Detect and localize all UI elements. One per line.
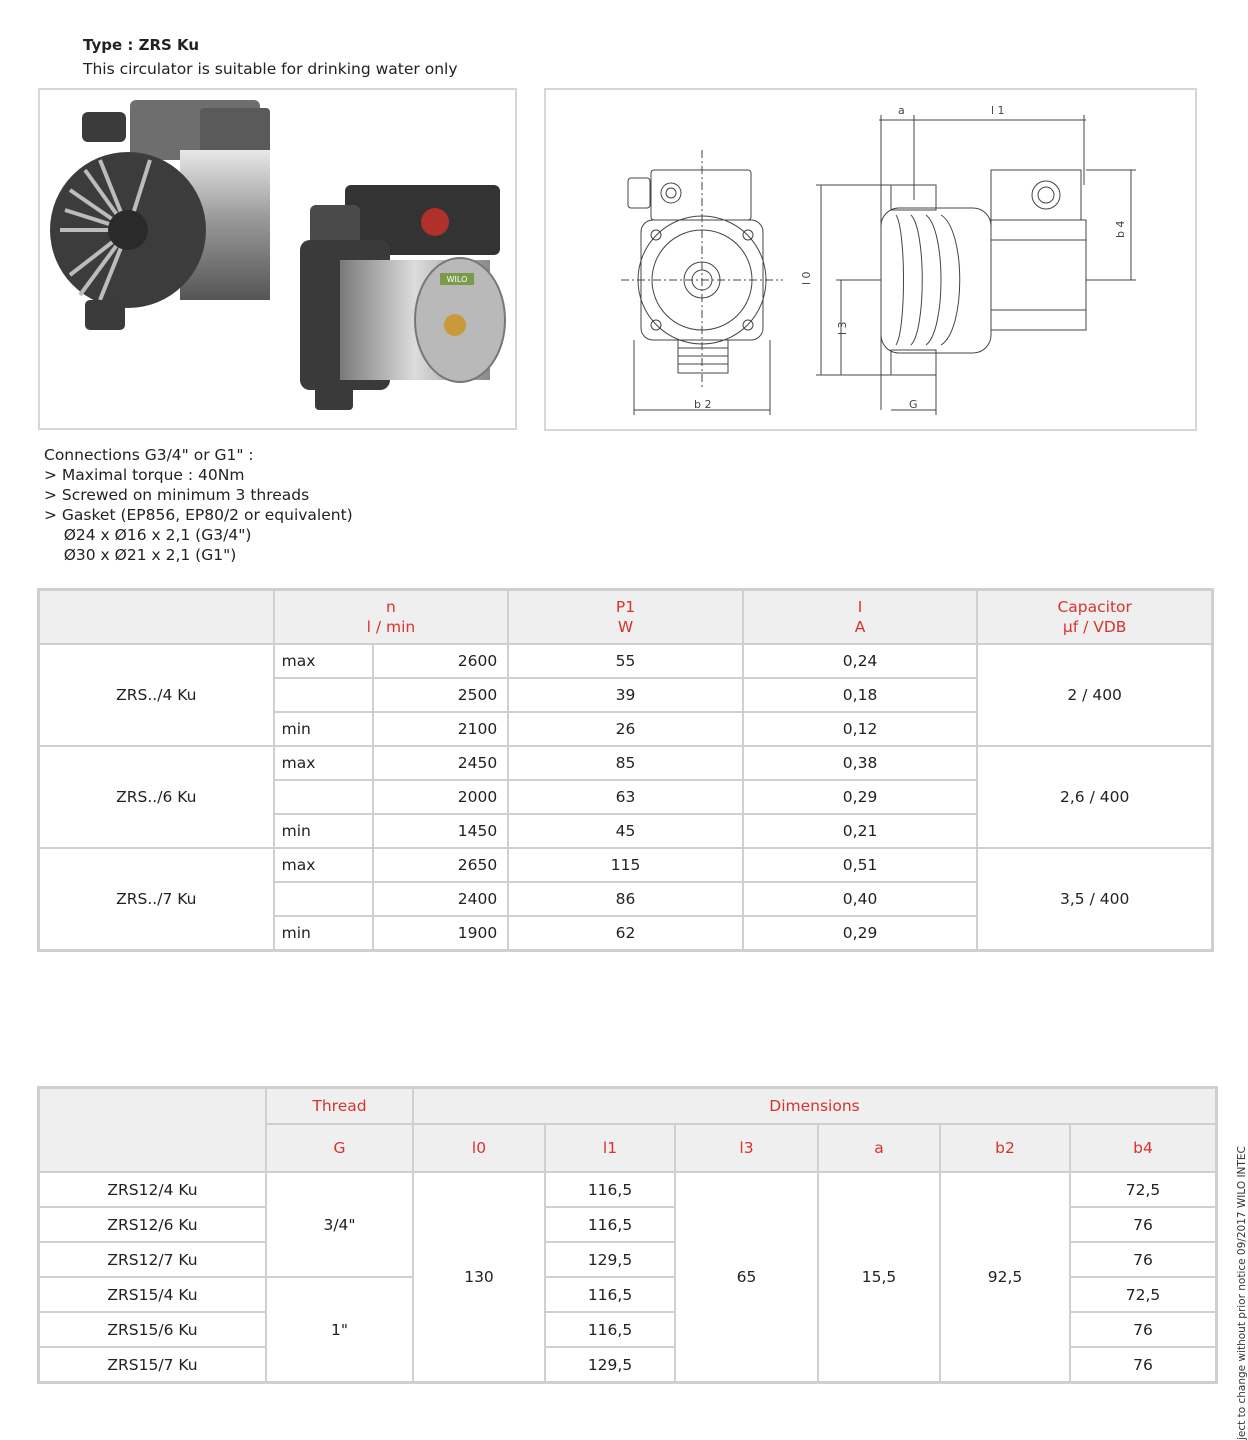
- model-name: ZRS../6 Ku: [39, 746, 274, 848]
- dimensions-table: [37, 1086, 1218, 1384]
- header-n-unit: l / min: [366, 618, 416, 636]
- power-value: 86: [508, 882, 743, 916]
- mode-label: min: [274, 916, 374, 950]
- current-value: 0,24: [743, 644, 978, 678]
- header-i: I: [857, 598, 863, 616]
- model-name: ZRS15/6 Ku: [39, 1312, 266, 1347]
- page-title: Type : ZRS Ku: [83, 36, 200, 54]
- table-row: [39, 848, 1212, 882]
- model-name: ZRS15/4 Ku: [39, 1277, 266, 1312]
- power-value: 55: [508, 644, 743, 678]
- header-cap: Capacitor: [1057, 598, 1132, 616]
- header-a: a: [818, 1124, 940, 1172]
- label-l3: l 3: [836, 321, 849, 335]
- l0-value: 130: [413, 1172, 545, 1382]
- header-p1-unit: W: [617, 618, 634, 636]
- model-name: ZRS../4 Ku: [39, 644, 274, 746]
- speed-value: 2450: [373, 746, 508, 780]
- header-current: [743, 590, 978, 644]
- l1-value: 129,5: [545, 1347, 675, 1382]
- label-l0: l 0: [800, 271, 813, 285]
- current-value: 0,21: [743, 814, 978, 848]
- l1-value: 116,5: [545, 1207, 675, 1242]
- b4-value: 76: [1070, 1312, 1216, 1347]
- current-value: 0,29: [743, 780, 978, 814]
- l1-value: 116,5: [545, 1277, 675, 1312]
- current-value: 0,12: [743, 712, 978, 746]
- power-value: 39: [508, 678, 743, 712]
- power-value: 85: [508, 746, 743, 780]
- b4-value: 76: [1070, 1207, 1216, 1242]
- mode-label: max: [274, 746, 374, 780]
- capacitor-value: 2 / 400: [977, 644, 1212, 746]
- connections-notes: [44, 445, 353, 565]
- l1-value: 116,5: [545, 1172, 675, 1207]
- current-value: 0,29: [743, 916, 978, 950]
- capacitor-value: 3,5 / 400: [977, 848, 1212, 950]
- product-photo: [38, 88, 517, 430]
- header-p1: P1: [615, 598, 636, 616]
- label-b2: b 2: [694, 398, 712, 411]
- power-value: 115: [508, 848, 743, 882]
- mode-label: [274, 780, 374, 814]
- table-row: [39, 746, 1212, 780]
- connections-item: > Maximal torque : 40Nm: [44, 466, 245, 484]
- connections-item: Ø30 x Ø21 x 2,1 (G1"): [44, 546, 237, 564]
- connections-item: > Gasket (EP856, EP80/2 or equivalent): [44, 506, 353, 524]
- power-value: 62: [508, 916, 743, 950]
- current-value: 0,51: [743, 848, 978, 882]
- mode-label: min: [274, 814, 374, 848]
- table-header-row: [39, 1088, 1216, 1124]
- mode-label: [274, 678, 374, 712]
- dimension-drawing: [546, 90, 1195, 429]
- speed-value: 2600: [373, 644, 508, 678]
- label-b4: b 4: [1114, 220, 1127, 238]
- header-empty: [39, 590, 274, 644]
- header-thread: Thread: [266, 1088, 413, 1124]
- power-value: 45: [508, 814, 743, 848]
- l1-value: 129,5: [545, 1242, 675, 1277]
- mode-label: max: [274, 848, 374, 882]
- electrical-data-table: [37, 588, 1214, 952]
- header-b4: b4: [1070, 1124, 1216, 1172]
- technical-drawing: [544, 88, 1197, 431]
- speed-value: 2100: [373, 712, 508, 746]
- connections-heading: Connections G3/4" or G1" :: [44, 446, 254, 464]
- header-i-unit: A: [854, 618, 866, 636]
- speed-value: 2650: [373, 848, 508, 882]
- side-view: [816, 115, 1136, 415]
- speed-value: 1450: [373, 814, 508, 848]
- speed-value: 2500: [373, 678, 508, 712]
- speed-value: 2400: [373, 882, 508, 916]
- header-speed: [274, 590, 509, 644]
- power-value: 26: [508, 712, 743, 746]
- b4-value: 76: [1070, 1242, 1216, 1277]
- model-name: ZRS15/7 Ku: [39, 1347, 266, 1382]
- pump-brand-label: WILO: [446, 275, 468, 284]
- pump-photo-illustration: [40, 90, 515, 428]
- header-dimensions: Dimensions: [413, 1088, 1216, 1124]
- header-n: n: [386, 598, 396, 616]
- speed-value: 1900: [373, 916, 508, 950]
- connections-item: Ø24 x Ø16 x 2,1 (G3/4"): [44, 526, 252, 544]
- b4-value: 72,5: [1070, 1277, 1216, 1312]
- b4-value: 72,5: [1070, 1172, 1216, 1207]
- thread-value: 3/4": [266, 1172, 413, 1277]
- header-l3: l3: [675, 1124, 818, 1172]
- current-value: 0,18: [743, 678, 978, 712]
- table-header-row: [39, 590, 1212, 644]
- model-name: ZRS12/6 Ku: [39, 1207, 266, 1242]
- label-G: G: [909, 398, 918, 411]
- mode-label: min: [274, 712, 374, 746]
- mode-label: [274, 882, 374, 916]
- b2-value: 92,5: [940, 1172, 1070, 1382]
- mode-label: max: [274, 644, 374, 678]
- table-row: [39, 1172, 1216, 1207]
- header-empty: [39, 1088, 266, 1172]
- model-name: ZRS12/4 Ku: [39, 1172, 266, 1207]
- side-note: ject to change without prior notice 09/2017 WILO INTEC: [1236, 1146, 1248, 1440]
- current-value: 0,38: [743, 746, 978, 780]
- model-name: ZRS../7 Ku: [39, 848, 274, 950]
- connections-item: > Screwed on minimum 3 threads: [44, 486, 310, 504]
- current-value: 0,40: [743, 882, 978, 916]
- capacitor-value: 2,6 / 400: [977, 746, 1212, 848]
- header-cap-unit: µf / VDB: [1062, 618, 1127, 636]
- header-power: [508, 590, 743, 644]
- label-l1: l 1: [991, 104, 1005, 117]
- a-value: 15,5: [818, 1172, 940, 1382]
- model-name: ZRS12/7 Ku: [39, 1242, 266, 1277]
- speed-value: 2000: [373, 780, 508, 814]
- header-g: G: [266, 1124, 413, 1172]
- label-a: a: [898, 104, 905, 117]
- b4-value: 76: [1070, 1347, 1216, 1382]
- front-view: [621, 150, 783, 415]
- header-b2: b2: [940, 1124, 1070, 1172]
- header-capacitor: [977, 590, 1212, 644]
- header-l1: l1: [545, 1124, 675, 1172]
- header-l0: l0: [413, 1124, 545, 1172]
- l3-value: 65: [675, 1172, 818, 1382]
- table-row: [39, 644, 1212, 678]
- page-subtitle: This circulator is suitable for drinking water only: [83, 60, 458, 78]
- l1-value: 116,5: [545, 1312, 675, 1347]
- power-value: 63: [508, 780, 743, 814]
- thread-value: 1": [266, 1277, 413, 1382]
